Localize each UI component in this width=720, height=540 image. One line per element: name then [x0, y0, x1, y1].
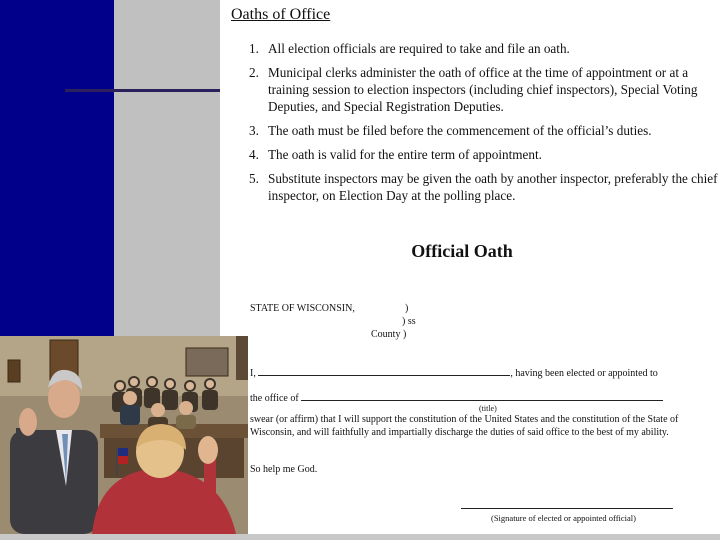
oath-document [221, 0, 720, 534]
office-prefix: the office of [250, 393, 299, 404]
ss-label: ) ss [402, 316, 416, 327]
name-suffix: , having been elected or appointed to [510, 368, 658, 379]
office-line [250, 391, 663, 406]
name-blank [258, 366, 510, 376]
help-text: So help me God. [250, 464, 318, 475]
official-oath-heading: Official Oath [411, 241, 513, 261]
signature-caption: (Signature of elected or appointed official) [491, 513, 636, 523]
decorative-rule [65, 89, 220, 92]
requirements-list [249, 40, 719, 211]
signature-line [461, 508, 673, 509]
bottom-strip [0, 534, 720, 540]
state-label: STATE OF WISCONSIN, [250, 303, 355, 314]
list-item: 4. The oath is valid for the entire term of appointment. [249, 147, 542, 162]
list-item: 1. All election officials are required to take and file an oath. [249, 41, 570, 56]
list-item: 2. Municipal clerks administer the oath of office at the time of appointment or at a training session to election inspectors (including chief inspectors), Special Voting Deputies, and Special Registration Deputies. [249, 65, 698, 114]
state-paren: ) [405, 303, 409, 314]
name-prefix: I, [250, 368, 256, 379]
document-title: Oaths of Office [231, 6, 331, 23]
title-caption: (title) [479, 404, 497, 413]
office-blank [301, 391, 663, 401]
list-item: 3. The oath must be filed before the commencement of the official’s duties. [249, 123, 652, 138]
list-item: 5. Substitute inspectors may be given the oath by another inspector, preferably the chief inspector, on Election Day at the polling place. [249, 171, 718, 203]
name-line [250, 366, 710, 381]
swearing-in-photo [0, 336, 248, 534]
county-label: County ) [371, 329, 407, 340]
swear-text: swear (or affirm) that I will support the constitution of the United States and the constitution of the State of Wisconsin, and will faithfully and impartially discharge the duties of said office to the best of my ability. [250, 414, 679, 438]
